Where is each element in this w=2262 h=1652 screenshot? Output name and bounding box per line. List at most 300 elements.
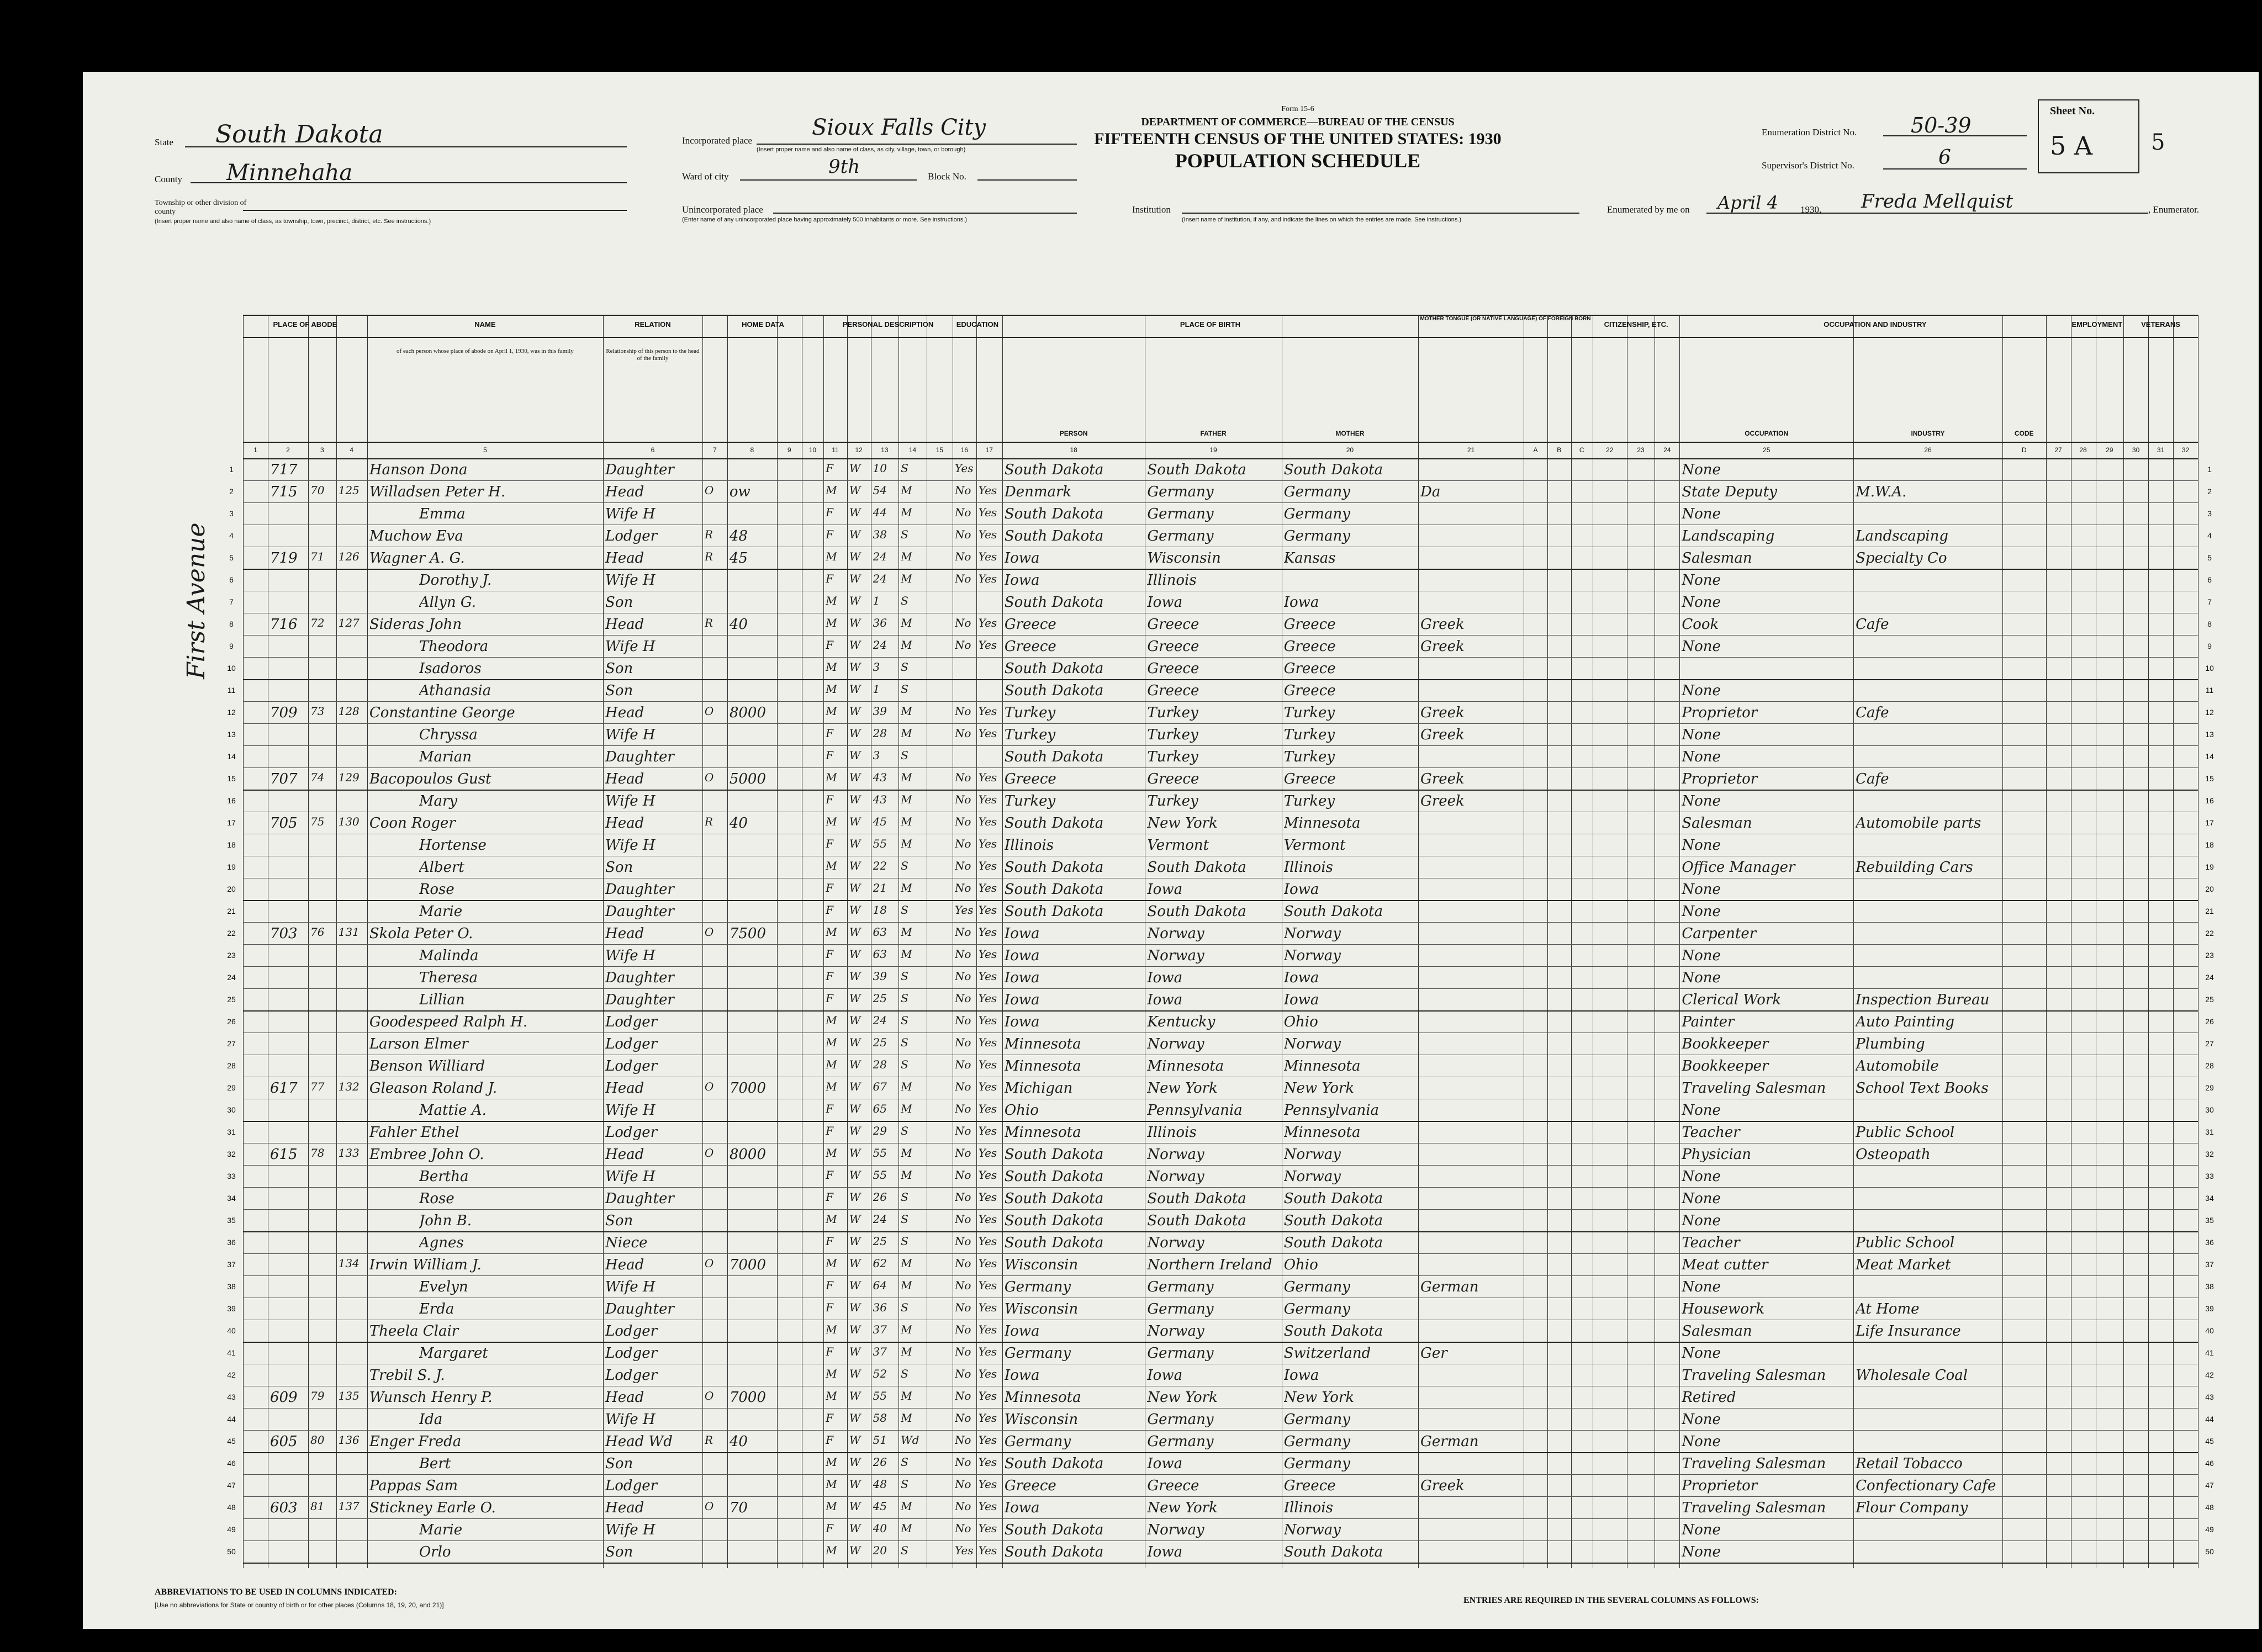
row-number: 42 (2205, 1370, 2214, 1379)
table-cell: Norway (1283, 1036, 1341, 1052)
table-cell: F (826, 1433, 833, 1447)
table-cell: M (901, 925, 912, 939)
table-cell: Yes (978, 1146, 997, 1159)
table-cell: Physician (1682, 1146, 1752, 1163)
table-cell: Wholesale Coal (1856, 1367, 1968, 1384)
table-cell: Son (605, 682, 633, 699)
header-divider (243, 315, 2198, 316)
table-cell: Traveling Salesman (1682, 1500, 1826, 1516)
table-cell: M (901, 1411, 912, 1425)
table-cell: Pappas Sam (369, 1478, 458, 1494)
table-cell: 129 (338, 771, 360, 784)
table-cell: W (849, 1080, 861, 1093)
table-cell: M (826, 1478, 837, 1491)
table-cell: S (901, 859, 908, 872)
table-cell: Office Manager (1682, 859, 1795, 876)
table-cell: Gleason Roland J. (369, 1080, 498, 1097)
table-cell: M (901, 506, 912, 519)
table-cell: Greece (1283, 616, 1336, 633)
table-cell: Germany (1147, 1411, 1214, 1428)
row-number: 47 (2205, 1481, 2214, 1490)
table-cell: Iowa (1147, 1367, 1183, 1384)
table-cell: 80 (310, 1433, 325, 1447)
table-cell: Greece (1004, 1478, 1056, 1494)
table-cell: None (1682, 749, 1721, 765)
table-cell: School Text Books (1856, 1080, 1989, 1097)
table-cell: 39 (873, 705, 887, 718)
column-group-header: HOME DATA (742, 320, 784, 329)
table-cell: Isadoros (419, 660, 482, 677)
table-cell: No (954, 616, 971, 629)
table-cell: No (954, 1190, 971, 1204)
table-cell: F (826, 970, 833, 983)
table-cell: None (1682, 1190, 1721, 1207)
table-cell: Traveling Salesman (1682, 1455, 1826, 1472)
township-note: (Insert proper name and also name of class, as township, town, precinct, district, etc. See instructions.) (155, 218, 431, 225)
row-number: 10 (2205, 664, 2214, 673)
table-cell: S (901, 1455, 908, 1469)
table-cell: South Dakota (1004, 1146, 1104, 1163)
row-number: 14 (227, 752, 236, 761)
table-cell: Ohio (1004, 1102, 1039, 1119)
table-cell: None (1682, 682, 1721, 699)
table-cell: German (1420, 1433, 1479, 1450)
row-number: 23 (2205, 951, 2214, 960)
column-number: 25 (1763, 446, 1771, 454)
table-cell: 40 (729, 616, 748, 633)
table-cell: M (901, 1522, 912, 1535)
table-cell: No (954, 1124, 971, 1137)
row-number: 29 (2205, 1083, 2214, 1092)
table-cell: Cook (1682, 616, 1719, 633)
entries-required-title: ENTRIES ARE REQUIRED IN THE SEVERAL COLUMNS AS FOLLOWS: (1463, 1596, 1759, 1605)
table-cell: South Dakota (1283, 1212, 1383, 1229)
enumerator-label: , Enumerator. (2148, 204, 2200, 215)
table-cell: F (826, 1124, 833, 1137)
table-cell: Turkey (1004, 793, 1056, 809)
table-cell: Rose (419, 1190, 454, 1207)
column-number: 15 (936, 446, 943, 454)
table-cell: Goodespeed Ralph H. (369, 1014, 528, 1030)
row-divider (243, 1452, 2198, 1453)
column-number: 27 (2054, 446, 2062, 454)
table-cell: None (1682, 970, 1721, 986)
table-cell: Turkey (1147, 793, 1198, 809)
table-cell: Theresa (419, 970, 478, 986)
table-cell: Wife H (605, 506, 656, 522)
table-cell: Daughter (605, 881, 674, 898)
row-number: 5 (229, 553, 234, 562)
table-cell: W (849, 1455, 861, 1469)
table-cell: W (849, 528, 861, 541)
table-cell: M (826, 660, 837, 674)
table-cell: Hortense (419, 837, 487, 854)
table-cell: Yes (978, 550, 997, 563)
table-cell: W (849, 793, 861, 806)
table-cell: No (954, 506, 971, 519)
table-cell: F (826, 462, 833, 475)
table-cell: M.W.A. (1856, 484, 1907, 500)
column-group-header: PERSONAL DESCRIPTION (842, 320, 934, 329)
table-cell: South Dakota (1147, 1212, 1246, 1229)
table-cell: No (954, 1146, 971, 1159)
table-cell: No (954, 1102, 971, 1115)
row-number: 41 (227, 1348, 236, 1357)
table-cell: W (849, 1411, 861, 1425)
row-number: 27 (227, 1039, 236, 1048)
table-cell: W (849, 1168, 861, 1182)
table-cell: W (849, 1389, 861, 1402)
table-cell: 78 (310, 1146, 325, 1159)
table-cell: South Dakota (1004, 1455, 1104, 1472)
table-cell: M (826, 1455, 837, 1469)
table-cell: F (826, 727, 833, 740)
table-cell: Turkey (1004, 705, 1056, 721)
row-number: 23 (227, 951, 236, 960)
table-cell: Iowa (1147, 970, 1183, 986)
table-cell: Yes (978, 1345, 997, 1358)
table-cell: S (901, 1190, 908, 1204)
table-cell: No (954, 528, 971, 541)
table-cell: Yes (978, 881, 997, 894)
table-cell: W (849, 616, 861, 629)
row-number: 4 (2207, 531, 2212, 540)
table-cell: Clerical Work (1682, 992, 1782, 1008)
table-cell: Margaret (419, 1345, 488, 1362)
table-cell: Greece (1283, 682, 1336, 699)
table-cell: Yes (978, 1433, 997, 1447)
table-cell: 81 (310, 1500, 325, 1513)
table-cell: W (849, 705, 861, 718)
table-cell: Erda (419, 1301, 454, 1317)
table-cell: 25 (873, 992, 887, 1005)
row-number: 21 (2205, 907, 2214, 915)
table-cell: Iowa (1004, 572, 1040, 589)
table-cell: Yes (978, 859, 997, 872)
table-cell: 10 (873, 462, 887, 475)
row-number: 16 (2205, 796, 2214, 805)
table-cell: Retail Tobacco (1856, 1455, 1963, 1472)
table-cell: Rose (419, 881, 454, 898)
table-cell: ow (729, 484, 751, 500)
table-cell: 717 (269, 462, 298, 478)
row-divider (243, 480, 2198, 481)
table-cell: Greece (1283, 638, 1336, 655)
row-divider (243, 723, 2198, 724)
column-number: 4 (350, 446, 354, 454)
row-divider (243, 635, 2198, 636)
row-divider (243, 745, 2198, 746)
table-cell: O (704, 1389, 714, 1402)
institution-note: (Insert name of institution, if any, and indicate the lines on which the entries are made. See instructions.) (1182, 216, 1462, 223)
row-number: 46 (227, 1459, 236, 1468)
table-cell: Germany (1283, 1433, 1350, 1450)
table-cell: South Dakota (1004, 859, 1104, 876)
row-number: 43 (227, 1392, 236, 1401)
table-cell: R (704, 528, 713, 541)
table-cell: F (826, 1411, 833, 1425)
table-cell: 615 (269, 1146, 298, 1163)
row-number: 7 (229, 597, 234, 606)
table-cell: F (826, 1235, 833, 1248)
table-cell: 65 (873, 1102, 887, 1115)
column-sub-header: FATHER (1200, 430, 1227, 437)
table-cell: Norway (1283, 1522, 1341, 1538)
table-cell: Norway (1147, 947, 1204, 964)
row-number: 6 (2207, 575, 2212, 584)
table-cell: Germany (1147, 528, 1214, 544)
table-cell: No (954, 947, 971, 961)
enumeration-district-label: Enumeration District No. (1762, 127, 1857, 137)
column-number: 29 (2106, 446, 2113, 454)
table-cell: Wife H (605, 727, 656, 743)
row-number: 34 (227, 1194, 236, 1203)
table-cell: M (901, 1279, 912, 1292)
row-number: 16 (227, 796, 236, 805)
row-divider (243, 1430, 2198, 1431)
table-cell: Iowa (1147, 992, 1183, 1008)
row-number: 17 (227, 818, 236, 827)
table-cell: Head (605, 616, 644, 633)
table-cell: Yes (954, 903, 974, 917)
table-cell: 79 (310, 1389, 325, 1402)
row-divider (243, 1209, 2198, 1210)
institution-label: Institution (1132, 204, 1171, 215)
table-cell: 22 (873, 859, 887, 872)
table-cell: W (849, 638, 861, 652)
table-cell: Hanson Dona (369, 462, 468, 478)
table-cell: 36 (873, 616, 887, 629)
column-number: 28 (2079, 446, 2087, 454)
table-cell: Marie (419, 903, 463, 920)
table-cell: No (954, 771, 971, 784)
table-cell: No (954, 727, 971, 740)
table-cell: Lodger (605, 528, 658, 544)
table-cell: Minnesota (1004, 1058, 1081, 1074)
table-cell: Head (605, 550, 644, 566)
row-number: 3 (229, 509, 234, 518)
table-cell: Lodger (605, 1367, 658, 1384)
table-cell: 74 (310, 771, 325, 784)
table-cell: M (901, 793, 912, 806)
table-cell: 8000 (729, 1146, 767, 1163)
table-cell: 24 (873, 572, 887, 585)
table-cell: Lodger (605, 1323, 658, 1339)
table-cell: M (901, 705, 912, 718)
table-cell: M (901, 550, 912, 563)
table-cell: Turkey (1147, 749, 1198, 765)
table-cell: Michigan (1004, 1080, 1073, 1097)
table-cell: South Dakota (1283, 1190, 1383, 1207)
table-cell: No (954, 1168, 971, 1182)
table-cell: M (901, 1257, 912, 1270)
column-sub-header: CODE (2014, 430, 2034, 437)
table-cell: Proprietor (1682, 771, 1758, 787)
table-cell: Yes (978, 484, 997, 497)
table-cell: Head (605, 925, 644, 942)
row-number: 13 (2205, 730, 2214, 739)
table-cell: Greek (1420, 638, 1465, 655)
table-cell: Minnesota (1004, 1389, 1081, 1406)
table-cell: Sideras John (369, 616, 462, 633)
row-number: 9 (2207, 642, 2212, 650)
table-cell: F (826, 793, 833, 806)
table-cell: At Home (1856, 1301, 1920, 1317)
column-number: 19 (1209, 446, 1217, 454)
table-cell: Marian (419, 749, 472, 765)
table-cell: Wife H (605, 1102, 656, 1119)
column-number: D (2021, 446, 2027, 454)
table-cell: South Dakota (1147, 462, 1246, 478)
table-cell: No (954, 1014, 971, 1027)
table-cell: 58 (873, 1411, 887, 1425)
table-cell: 40 (729, 815, 748, 832)
table-cell: Iowa (1283, 992, 1319, 1008)
table-cell: M (901, 837, 912, 850)
table-cell: No (954, 1522, 971, 1535)
table-cell: Lodger (605, 1036, 658, 1052)
table-cell: W (849, 1323, 861, 1336)
column-group-header: MOTHER TONGUE (OR NATIVE LANGUAGE) OF FOREIGN BORN (1420, 316, 1591, 322)
row-number: 35 (227, 1216, 236, 1225)
table-cell: Albert (419, 859, 464, 876)
table-cell: Germany (1147, 484, 1214, 500)
table-cell: S (901, 594, 908, 607)
table-cell: Yes (978, 1455, 997, 1469)
row-number: 33 (2205, 1172, 2214, 1180)
table-cell: South Dakota (1004, 506, 1104, 522)
table-cell: W (849, 506, 861, 519)
table-cell: 24 (873, 1212, 887, 1226)
table-cell: South Dakota (1004, 903, 1104, 920)
ward-label: Ward of city (682, 171, 729, 182)
row-number: 31 (2205, 1127, 2214, 1136)
table-cell: Yes (978, 1080, 997, 1093)
table-cell: Yes (954, 1544, 974, 1557)
table-cell: None (1682, 1345, 1721, 1362)
enumeration-district-value: 50-39 (1911, 113, 1972, 137)
row-divider (243, 657, 2198, 658)
table-cell: Iowa (1147, 1544, 1183, 1560)
table-cell: 64 (873, 1279, 887, 1292)
table-cell: Rebuilding Cars (1856, 859, 1973, 876)
table-cell: Automobile (1856, 1058, 1939, 1074)
table-cell: South Dakota (1004, 1544, 1104, 1560)
table-cell: W (849, 992, 861, 1005)
table-cell: South Dakota (1147, 903, 1246, 920)
row-divider (243, 1563, 2198, 1564)
table-cell: F (826, 1102, 833, 1115)
table-cell: M (901, 881, 912, 894)
table-cell: Son (605, 1544, 633, 1560)
row-divider (243, 1518, 2198, 1519)
column-group-header: NAME (474, 320, 496, 329)
table-cell: No (954, 970, 971, 983)
table-cell: S (901, 1036, 908, 1049)
table-cell: W (849, 550, 861, 563)
row-number: 42 (227, 1370, 236, 1379)
table-cell: Wife H (605, 1522, 656, 1538)
table-cell: M (901, 815, 912, 828)
table-cell: Teacher (1682, 1235, 1740, 1251)
table-cell: Wisconsin (1004, 1301, 1079, 1317)
table-cell: Greece (1147, 1478, 1199, 1494)
table-cell: 705 (269, 815, 298, 832)
table-cell: Vermont (1283, 837, 1346, 854)
table-cell: M (826, 771, 837, 784)
table-cell: 719 (269, 550, 298, 566)
table-cell: Greece (1147, 771, 1199, 787)
table-cell: W (849, 484, 861, 497)
table-cell: W (849, 837, 861, 850)
enumerated-date: April 4 (1717, 192, 1778, 213)
table-cell: Greece (1283, 771, 1336, 787)
table-cell: Bookkeeper (1682, 1058, 1769, 1074)
column-group-header: CITIZENSHIP, ETC. (1604, 320, 1668, 329)
schedule-title: POPULATION SCHEDULE (1175, 150, 1421, 172)
table-cell: W (849, 1257, 861, 1270)
table-cell: Salesman (1682, 1323, 1752, 1339)
table-cell: Theela Clair (369, 1323, 459, 1339)
table-cell: 707 (269, 771, 298, 787)
table-cell: South Dakota (1004, 815, 1104, 832)
table-cell: Norway (1147, 925, 1204, 942)
row-number: 21 (227, 907, 236, 915)
table-cell: Germany (1004, 1345, 1071, 1362)
table-cell: Pennsylvania (1147, 1102, 1243, 1119)
table-cell: None (1682, 462, 1721, 478)
table-cell: 55 (873, 1146, 887, 1159)
row-number: 30 (2205, 1105, 2214, 1114)
table-cell: S (901, 749, 908, 762)
table-cell: 29 (873, 1124, 887, 1137)
column-number: 8 (750, 446, 754, 454)
row-divider (243, 900, 2198, 901)
table-cell: Mattie A. (419, 1102, 487, 1119)
table-cell: Lodger (605, 1345, 658, 1362)
row-number: 36 (2205, 1238, 2214, 1247)
table-cell: Turkey (1283, 727, 1335, 743)
table-cell: Wife H (605, 572, 656, 589)
table-cell: M (826, 616, 837, 629)
column-sub-header: PERSON (1059, 430, 1088, 437)
table-cell: M (826, 925, 837, 939)
table-cell: Iowa (1004, 970, 1040, 986)
table-cell: W (849, 1522, 861, 1535)
table-cell: Skola Peter O. (369, 925, 473, 942)
row-divider (243, 1253, 2198, 1254)
table-cell: Iowa (1004, 1367, 1040, 1384)
table-cell: 25 (873, 1036, 887, 1049)
table-cell: 24 (873, 550, 887, 563)
row-number: 50 (227, 1547, 236, 1556)
table-cell: Norway (1283, 925, 1341, 942)
table-cell: 36 (873, 1301, 887, 1314)
row-number: 24 (227, 973, 236, 982)
table-cell: Yes (978, 1500, 997, 1513)
column-number: 6 (651, 446, 655, 454)
table-cell: W (849, 1345, 861, 1358)
street-side-label: First Avenue (182, 522, 210, 679)
table-cell: W (849, 1124, 861, 1137)
row-number: 38 (227, 1282, 236, 1291)
table-cell: Son (605, 1212, 633, 1229)
row-number: 14 (2205, 752, 2214, 761)
table-cell: Mary (419, 793, 458, 809)
table-cell: Iowa (1147, 1455, 1183, 1472)
table-cell: 44 (873, 506, 887, 519)
table-cell: Orlo (419, 1544, 451, 1560)
